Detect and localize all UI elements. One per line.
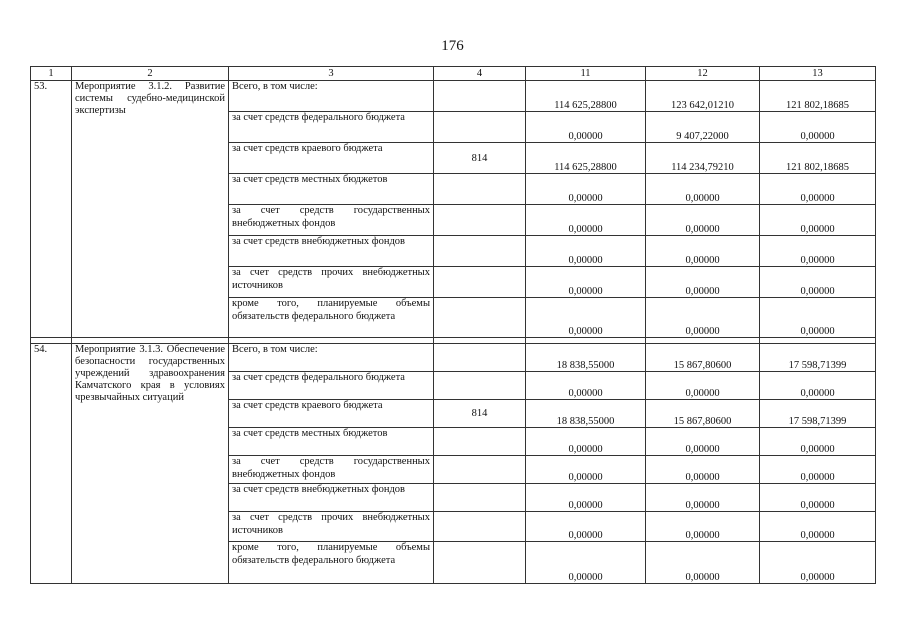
measure-name: Мероприятие 3.1.2. Развитие системы судебно-медицинской экспертизы <box>72 81 229 338</box>
measure-name: Мероприятие 3.1.3. Обеспечение безопасности государственных учреждений здравоохранения Камчатского края в условиях чрезвычайных ситуаций <box>72 344 229 584</box>
value-col-11: 0,00000 <box>526 236 646 267</box>
value-col-12: 0,00000 <box>646 484 760 512</box>
value-col-11: 0,00000 <box>526 298 646 338</box>
value-col-11: 114 625,28800 <box>526 81 646 112</box>
funding-source: за счет средств государственных внебюджетных фондов <box>229 456 434 484</box>
funding-source: за счет средств краевого бюджета <box>229 400 434 428</box>
funding-source: за счет средств прочих внебюджетных источников <box>229 512 434 542</box>
budget-code: 814 <box>434 143 526 174</box>
value-col-12: 0,00000 <box>646 456 760 484</box>
value-col-11: 0,00000 <box>526 205 646 236</box>
funding-source: за счет средств краевого бюджета <box>229 143 434 174</box>
budget-table <box>30 66 876 584</box>
budget-code <box>434 298 526 338</box>
value-col-13: 17 598,71399 <box>760 400 876 428</box>
value-col-13: 0,00000 <box>760 174 876 205</box>
value-col-12: 0,00000 <box>646 372 760 400</box>
value-col-11: 0,00000 <box>526 456 646 484</box>
budget-code <box>434 456 526 484</box>
value-col-13: 0,00000 <box>760 484 876 512</box>
budget-code <box>434 428 526 456</box>
value-col-13: 0,00000 <box>760 456 876 484</box>
budget-code <box>434 81 526 112</box>
value-col-11: 114 625,28800 <box>526 143 646 174</box>
value-col-11: 0,00000 <box>526 428 646 456</box>
value-col-13: 121 802,18685 <box>760 143 876 174</box>
budget-code <box>434 344 526 372</box>
value-col-12: 0,00000 <box>646 298 760 338</box>
value-col-11: 0,00000 <box>526 174 646 205</box>
value-col-13: 0,00000 <box>760 542 876 584</box>
value-col-12: 0,00000 <box>646 542 760 584</box>
value-col-12: 0,00000 <box>646 236 760 267</box>
row-number: 53. <box>31 81 72 338</box>
budget-code <box>434 174 526 205</box>
funding-source: Всего, в том числе: <box>229 344 434 372</box>
table-row <box>31 81 876 112</box>
value-col-12: 114 234,79210 <box>646 143 760 174</box>
value-col-12: 0,00000 <box>646 205 760 236</box>
budget-code: 814 <box>434 400 526 428</box>
value-col-12: 0,00000 <box>646 174 760 205</box>
value-col-12: 9 407,22000 <box>646 112 760 143</box>
value-col-13: 0,00000 <box>760 428 876 456</box>
funding-source: Всего, в том числе: <box>229 81 434 112</box>
budget-code <box>434 267 526 298</box>
budget-code <box>434 112 526 143</box>
header-row <box>31 67 876 81</box>
funding-source: за счет средств федерального бюджета <box>229 372 434 400</box>
col-header: 12 <box>646 67 760 81</box>
budget-code <box>434 236 526 267</box>
value-col-13: 0,00000 <box>760 512 876 542</box>
col-header: 1 <box>31 67 72 81</box>
value-col-13: 121 802,18685 <box>760 81 876 112</box>
funding-source: за счет средств местных бюджетов <box>229 174 434 205</box>
col-header: 13 <box>760 67 876 81</box>
value-col-13: 0,00000 <box>760 205 876 236</box>
budget-code <box>434 372 526 400</box>
value-col-11: 0,00000 <box>526 484 646 512</box>
funding-source: за счет средств внебюджетных фондов <box>229 236 434 267</box>
value-col-11: 0,00000 <box>526 112 646 143</box>
value-col-13: 0,00000 <box>760 236 876 267</box>
value-col-11: 18 838,55000 <box>526 344 646 372</box>
value-col-12: 0,00000 <box>646 267 760 298</box>
value-col-12: 0,00000 <box>646 428 760 456</box>
col-header: 2 <box>72 67 229 81</box>
budget-code <box>434 542 526 584</box>
value-col-12: 15 867,80600 <box>646 344 760 372</box>
budget-code <box>434 205 526 236</box>
funding-source: за счет средств местных бюджетов <box>229 428 434 456</box>
value-col-11: 0,00000 <box>526 267 646 298</box>
value-col-13: 0,00000 <box>760 112 876 143</box>
value-col-13: 17 598,71399 <box>760 344 876 372</box>
value-col-12: 15 867,80600 <box>646 400 760 428</box>
col-header: 4 <box>434 67 526 81</box>
value-col-11: 0,00000 <box>526 512 646 542</box>
table-body <box>31 81 876 584</box>
value-col-11: 0,00000 <box>526 372 646 400</box>
budget-code <box>434 512 526 542</box>
value-col-13: 0,00000 <box>760 267 876 298</box>
col-header: 3 <box>229 67 434 81</box>
funding-source: кроме того, планируемые объемы обязательств федерального бюджета <box>229 298 434 338</box>
budget-code <box>434 484 526 512</box>
value-col-13: 0,00000 <box>760 372 876 400</box>
value-col-13: 0,00000 <box>760 298 876 338</box>
funding-source: за счет средств внебюджетных фондов <box>229 484 434 512</box>
value-col-11: 18 838,55000 <box>526 400 646 428</box>
table-row <box>31 344 876 372</box>
funding-source: кроме того, планируемые объемы обязательств федерального бюджета <box>229 542 434 584</box>
funding-source: за счет средств прочих внебюджетных источников <box>229 267 434 298</box>
funding-source: за счет средств государственных внебюджетных фондов <box>229 205 434 236</box>
value-col-12: 123 642,01210 <box>646 81 760 112</box>
funding-source: за счет средств федерального бюджета <box>229 112 434 143</box>
table-header <box>31 67 876 81</box>
page-number: 176 <box>441 38 464 54</box>
col-header: 11 <box>526 67 646 81</box>
value-col-11: 0,00000 <box>526 542 646 584</box>
value-col-12: 0,00000 <box>646 512 760 542</box>
row-number: 54. <box>31 344 72 584</box>
